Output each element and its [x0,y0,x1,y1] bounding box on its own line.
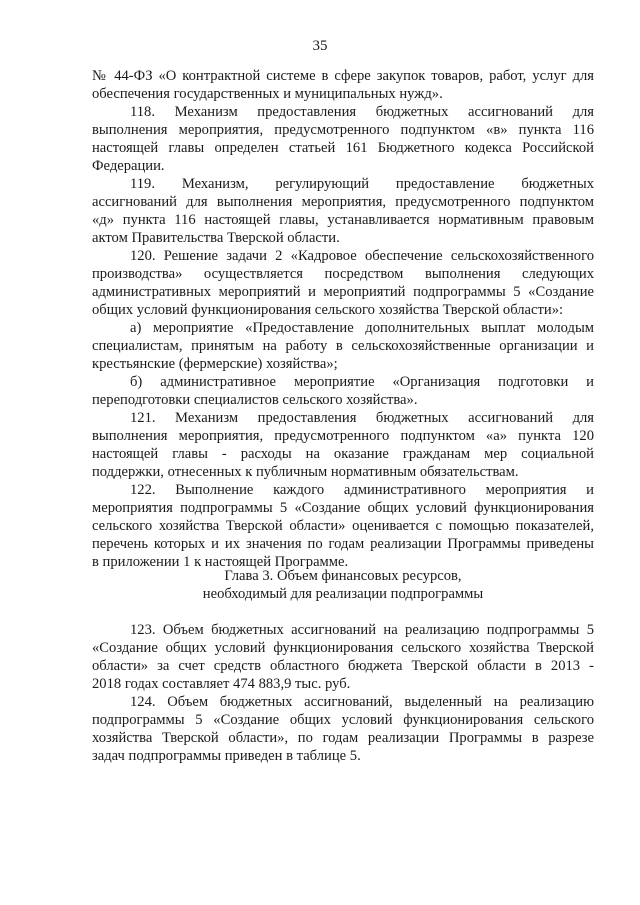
text-line: Федерации. [92,158,165,174]
text-line: 120. Решение задачи 2 «Кадровое обеспечение сельскохозяйственного [130,248,594,264]
text-line: области» за счет средств областного бюджета Тверской области в 2013 - [92,658,594,674]
text-line: 122. Выполнение каждого административного мероприятия и [130,482,594,498]
text-line: поддержки, отнесенных к публичным нормативным обязательствам. [92,464,519,480]
text-line: выполнения мероприятия, предусмотренного подпунктом «в» пункта 116 [92,122,594,138]
text-line: переподготовки специалистов сельского хозяйства». [92,392,418,408]
text-line: административных мероприятий и мероприятий подпрограммы 5 «Создание [92,284,594,300]
text-line: мероприятия подпрограммы 5 «Создание общих условий функционирования [92,500,594,516]
text-line: общих условий функционирования сельского хозяйства Тверской области»: [92,302,564,318]
text-line: перечень которых и их значения по годам реализации Программы приведены [92,536,594,552]
text-line: актом Правительства Тверской области. [92,230,340,246]
heading-line: необходимый для реализации подпрограммы [202,586,484,602]
text-line: 124. Объем бюджетных ассигнований, выделенный на реализацию [130,694,594,710]
text-line: 2018 годах составляет 474 883,9 тыс. руб. [92,676,351,692]
text-line: 119. Механизм, регулирующий предоставление бюджетных [130,176,594,192]
text-line: б) административное мероприятие «Организация подготовки и [130,374,594,390]
text-line: № 44-ФЗ «О контрактной системе в сфере закупок товаров, работ, услуг для [92,68,594,84]
text-line: настоящей главы определен статьей 161 Бюджетного кодекса Российской [92,140,594,156]
text-line: ассигнований для выполнения мероприятия, предусмотренного подпунктом [92,194,594,210]
text-line: в приложении 1 к настоящей Программе. [92,554,349,570]
heading-line: Глава 3. Объем финансовых ресурсов, [224,568,462,584]
text-line: сельского хозяйства Тверской области» оценивается с помощью показателей, [92,518,594,534]
text-line: производства» осуществляется посредством выполнения следующих [92,266,594,282]
text-line: «Создание общих условий функционирования сельского хозяйства Тверской [92,640,594,656]
text-line: хозяйства Тверской области», по годам реализации Программы в разрезе [92,730,594,746]
text-line: подпрограммы 5 «Создание общих условий функционирования сельского [92,712,594,728]
text-line: обеспечения государственных и муниципальных нужд». [92,86,443,102]
text-line: задач подпрограммы приведен в таблице 5. [92,748,361,764]
text-line: а) мероприятие «Предоставление дополнительных выплат молодым [130,320,594,336]
text-line: настоящей главы - расходы на оказание гражданам мер социальной [92,446,594,462]
text-line: крестьянские (фермерские) хозяйства»; [92,356,338,372]
text-line: специалистам, принятым на работу в сельскохозяйственные организации и [92,338,594,354]
page-number: 35 [312,38,328,54]
text-line: 118. Механизм предоставления бюджетных ассигнований для [130,104,594,120]
text-line: 123. Объем бюджетных ассигнований на реализацию подпрограммы 5 [130,622,594,638]
text-line: 121. Механизм предоставления бюджетных ассигнований для [130,410,594,426]
text-line: «д» пункта 116 настоящей главы, устанавливается нормативным правовым [92,212,594,228]
text-line: выполнения мероприятия, предусмотренного подпунктом «а» пункта 120 [92,428,594,444]
